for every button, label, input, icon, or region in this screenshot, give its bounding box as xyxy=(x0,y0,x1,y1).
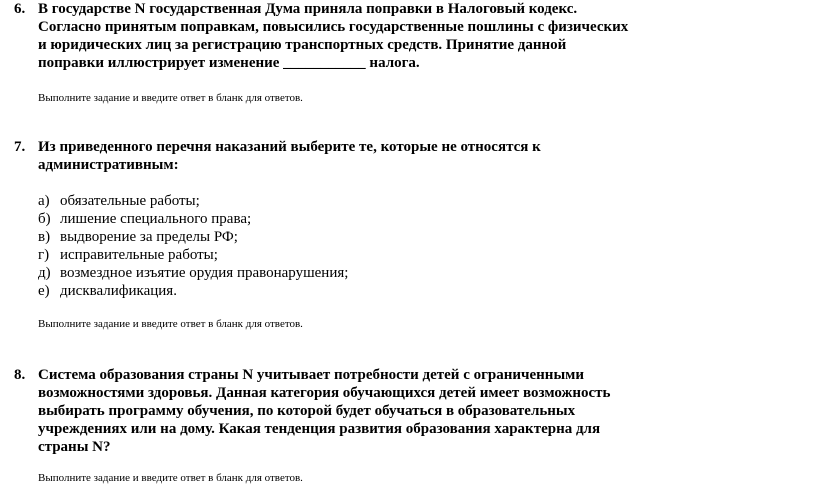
answer-instruction: Выполните задание и введите ответ в бланк для ответов. xyxy=(38,472,303,484)
question-number: 8. xyxy=(14,367,26,383)
question-text: Из приведенного перечня наказаний выберите те, которые не относятся к административным: xyxy=(38,139,541,173)
answer-options xyxy=(38,192,348,300)
answer-instruction: Выполните задание и введите ответ в бланк для ответов. xyxy=(38,92,303,104)
option-text: лишение специального права; xyxy=(60,211,252,227)
option-g xyxy=(38,246,348,264)
option-b xyxy=(38,210,348,228)
answer-instruction: Выполните задание и введите ответ в бланк для ответов. xyxy=(38,318,303,330)
option-letter: б) xyxy=(38,211,51,227)
option-letter: а) xyxy=(38,193,50,209)
option-text: возмездное изъятие орудия правонарушения; xyxy=(60,265,349,281)
question-number: 7. xyxy=(14,139,26,155)
option-text: исправительные работы; xyxy=(60,247,218,263)
question-number: 6. xyxy=(14,1,26,17)
question-text: В государстве N государственная Дума приняла поправки в Налоговый кодекс. Согласно принятым поправкам, повысились государственные пошлины с физических и юридических лиц за регистрацию транспортных средств. Принятие данной поправки иллюстрирует изменение ___________ налога. xyxy=(38,1,629,71)
option-letter: д) xyxy=(38,265,51,281)
option-v xyxy=(38,228,348,246)
question-text: Система образования страны N учитывает потребности детей с ограниченными возможностями здоровья. Данная категория обучающихся детей имеет возможность выбирать программу обучения, по которой будет обучаться в образовательных учреждениях или на дому. Какая тенденция развития образования характерна для страны N? xyxy=(38,367,611,455)
option-text: обязательные работы; xyxy=(60,193,200,209)
option-text: дисквалификация. xyxy=(60,283,177,299)
option-d xyxy=(38,264,348,282)
option-letter: е) xyxy=(38,283,50,299)
option-letter: г) xyxy=(38,247,50,263)
option-a xyxy=(38,192,348,210)
option-letter: в) xyxy=(38,229,51,245)
option-e xyxy=(38,282,348,300)
option-text: выдворение за пределы РФ; xyxy=(60,229,238,245)
